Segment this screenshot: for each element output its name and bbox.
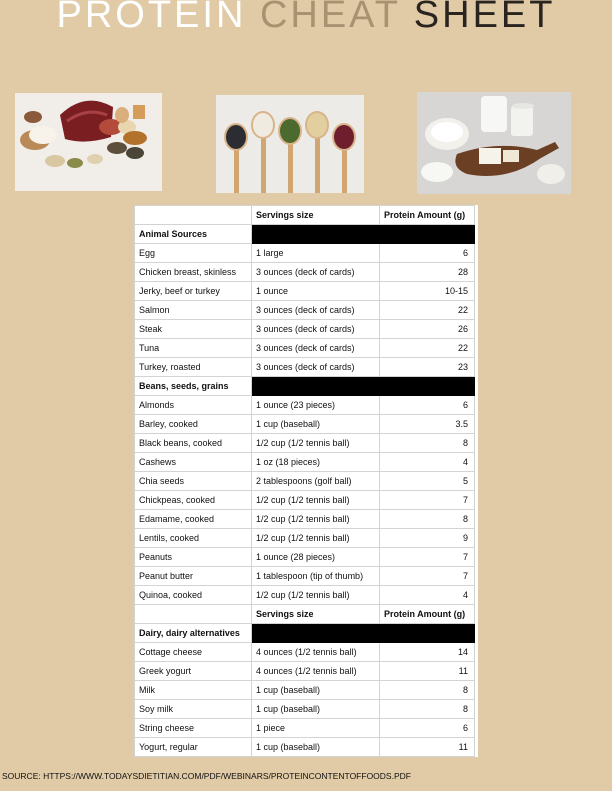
protein-amount-cell: 3.5 (380, 415, 475, 434)
serving-size-cell: 1/2 cup (1/2 tennis ball) (252, 510, 380, 529)
animal-protein-photo (15, 93, 162, 191)
food-row (135, 738, 475, 757)
food-row (135, 358, 475, 377)
food-row (135, 491, 475, 510)
food-name-cell: Quinoa, cooked (135, 586, 252, 605)
category-bar-protein (380, 225, 475, 244)
serving-size-cell: 3 ounces (deck of cards) (252, 301, 380, 320)
serving-size-cell: 1/2 cup (1/2 tennis ball) (252, 529, 380, 548)
food-row (135, 320, 475, 339)
category-bar-serving (252, 225, 380, 244)
title-word-cheat: CHEAT (259, 0, 401, 36)
protein-amount-cell: 4 (380, 586, 475, 605)
food-name-cell: Turkey, roasted (135, 358, 252, 377)
food-name-cell: Black beans, cooked (135, 434, 252, 453)
protein-amount-cell: 4 (380, 453, 475, 472)
serving-size-cell: 1 oz (18 pieces) (252, 453, 380, 472)
serving-size-cell: 1 ounce (23 pieces) (252, 396, 380, 415)
food-row (135, 282, 475, 301)
serving-size-cell: 3 ounces (deck of cards) (252, 320, 380, 339)
serving-size-cell: 1 cup (baseball) (252, 415, 380, 434)
protein-table (134, 205, 475, 757)
serving-size-cell: 1 tablespoon (tip of thumb) (252, 567, 380, 586)
food-name-cell: Peanuts (135, 548, 252, 567)
food-row (135, 548, 475, 567)
title-word-sheet: SHEET (413, 0, 556, 36)
beans-spoons-photo (216, 95, 364, 193)
food-name-cell: String cheese (135, 719, 252, 738)
food-row (135, 567, 475, 586)
food-name-cell: Greek yogurt (135, 662, 252, 681)
serving-size-cell: 1 ounce (28 pieces) (252, 548, 380, 567)
food-name-cell: Peanut butter (135, 567, 252, 586)
serving-size-cell: 3 ounces (deck of cards) (252, 263, 380, 282)
protein-amount-cell: 14 (380, 643, 475, 662)
food-row (135, 510, 475, 529)
serving-size-cell: 1 large (252, 244, 380, 263)
food-row (135, 301, 475, 320)
serving-size-cell: 1 ounce (252, 282, 380, 301)
food-row (135, 339, 475, 358)
protein-amount-cell: 9 (380, 529, 475, 548)
category-row (135, 377, 475, 396)
page-title (0, 0, 612, 37)
protein-amount-cell: 11 (380, 662, 475, 681)
food-name-cell: Almonds (135, 396, 252, 415)
header-row (135, 605, 475, 624)
food-row (135, 472, 475, 491)
serving-size-cell: 3 ounces (deck of cards) (252, 358, 380, 377)
food-row (135, 396, 475, 415)
food-row (135, 434, 475, 453)
serving-size-cell: 1 piece (252, 719, 380, 738)
food-row (135, 415, 475, 434)
food-name-cell: Chia seeds (135, 472, 252, 491)
header-serving-cell: Servings size (252, 206, 380, 225)
protein-amount-cell: 22 (380, 301, 475, 320)
food-name-cell: Edamame, cooked (135, 510, 252, 529)
food-row (135, 700, 475, 719)
food-name-cell: Steak (135, 320, 252, 339)
serving-size-cell: 1 cup (baseball) (252, 738, 380, 757)
protein-amount-cell: 8 (380, 510, 475, 529)
serving-size-cell: 1/2 cup (1/2 tennis ball) (252, 491, 380, 510)
protein-amount-cell: 6 (380, 719, 475, 738)
header-food-cell (135, 605, 252, 624)
protein-amount-cell: 22 (380, 339, 475, 358)
protein-amount-cell: 6 (380, 244, 475, 263)
header-serving-cell: Servings size (252, 605, 380, 624)
serving-size-cell: 4 ounces (1/2 tennis ball) (252, 643, 380, 662)
category-bar-protein (380, 624, 475, 643)
category-row (135, 624, 475, 643)
source-citation: SOURCE: HTTPS://WWW.TODAYSDIETITIAN.COM/PDF/WEBINARS/PROTEINCONTENTOFFOODS.PDF (2, 771, 411, 781)
protein-amount-cell: 7 (380, 491, 475, 510)
serving-size-cell: 2 tablespoons (golf ball) (252, 472, 380, 491)
food-name-cell: Egg (135, 244, 252, 263)
food-name-cell: Chicken breast, skinless (135, 263, 252, 282)
food-row (135, 586, 475, 605)
food-row (135, 719, 475, 738)
food-row (135, 529, 475, 548)
food-row (135, 453, 475, 472)
food-row (135, 681, 475, 700)
food-name-cell: Cashews (135, 453, 252, 472)
title-word-protein: PROTEIN (56, 0, 247, 36)
serving-size-cell: 4 ounces (1/2 tennis ball) (252, 662, 380, 681)
food-name-cell: Chickpeas, cooked (135, 491, 252, 510)
food-row (135, 244, 475, 263)
food-row (135, 263, 475, 282)
serving-size-cell: 1 cup (baseball) (252, 681, 380, 700)
food-row (135, 662, 475, 681)
category-row (135, 225, 475, 244)
food-name-cell: Lentils, cooked (135, 529, 252, 548)
category-label: Beans, seeds, grains (135, 377, 252, 396)
protein-amount-cell: 10-15 (380, 282, 475, 301)
food-row (135, 643, 475, 662)
food-name-cell: Cottage cheese (135, 643, 252, 662)
protein-amount-cell: 8 (380, 700, 475, 719)
protein-amount-cell: 5 (380, 472, 475, 491)
food-name-cell: Tuna (135, 339, 252, 358)
category-bar-serving (252, 377, 380, 396)
food-name-cell: Jerky, beef or turkey (135, 282, 252, 301)
header-row (135, 206, 475, 225)
category-bar-protein (380, 377, 475, 396)
protein-amount-cell: 6 (380, 396, 475, 415)
dairy-photo (417, 92, 571, 194)
food-name-cell: Milk (135, 681, 252, 700)
category-bar-serving (252, 624, 380, 643)
category-label: Animal Sources (135, 225, 252, 244)
protein-amount-cell: 7 (380, 548, 475, 567)
protein-amount-cell: 23 (380, 358, 475, 377)
header-protein-cell: Protein Amount (g) (380, 206, 475, 225)
protein-amount-cell: 8 (380, 681, 475, 700)
protein-amount-cell: 26 (380, 320, 475, 339)
protein-amount-cell: 11 (380, 738, 475, 757)
serving-size-cell: 1 cup (baseball) (252, 700, 380, 719)
food-name-cell: Salmon (135, 301, 252, 320)
header-food-cell (135, 206, 252, 225)
food-name-cell: Yogurt, regular (135, 738, 252, 757)
food-name-cell: Barley, cooked (135, 415, 252, 434)
protein-amount-cell: 28 (380, 263, 475, 282)
protein-table-sheet (134, 205, 478, 757)
protein-amount-cell: 8 (380, 434, 475, 453)
header-protein-cell: Protein Amount (g) (380, 605, 475, 624)
serving-size-cell: 1/2 cup (1/2 tennis ball) (252, 434, 380, 453)
category-label: Dairy, dairy alternatives (135, 624, 252, 643)
protein-amount-cell: 7 (380, 567, 475, 586)
food-name-cell: Soy milk (135, 700, 252, 719)
serving-size-cell: 3 ounces (deck of cards) (252, 339, 380, 358)
serving-size-cell: 1/2 cup (1/2 tennis ball) (252, 586, 380, 605)
